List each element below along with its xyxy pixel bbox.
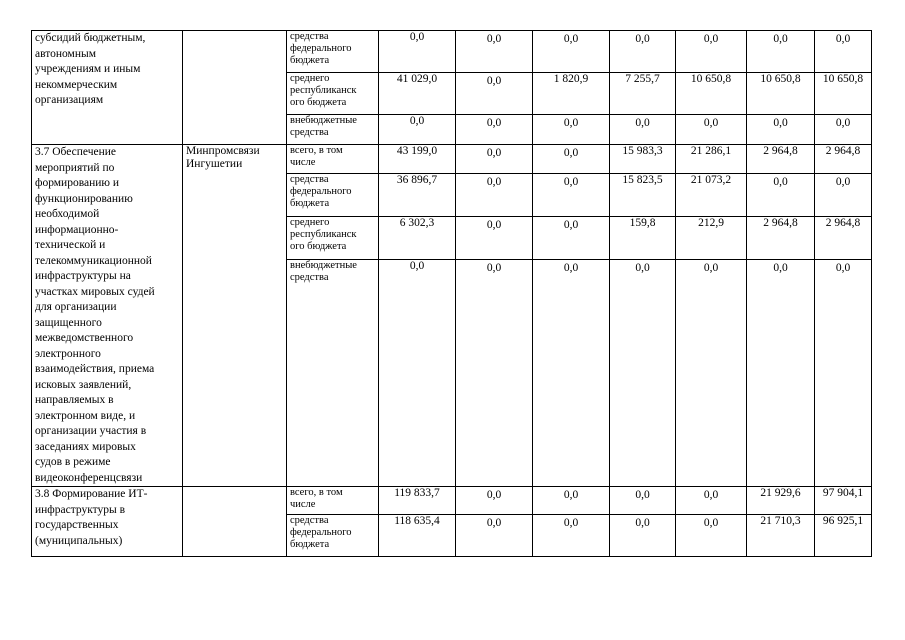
measure-name-line: инфраструктуры в (35, 503, 126, 516)
amount-cell: 21 286,1 (676, 145, 747, 174)
amount-cell: 0,0 (379, 115, 456, 145)
amount-cell: 0,0 (533, 173, 610, 216)
amount-cell: 0,0 (676, 115, 747, 145)
amount-cell: 7 255,7 (610, 73, 676, 115)
amount-cell: 0,0 (676, 31, 747, 73)
measure-name-line: 3.8 Формирование ИТ- (35, 488, 148, 500)
measure-name-line: 3.7 Обеспечение (35, 146, 117, 158)
amount-cell: 0,0 (815, 259, 872, 486)
amount-cell: 41 029,0 (379, 73, 456, 115)
measure-name-line: межведомственного (35, 332, 134, 344)
amount-cell: 0,0 (456, 31, 533, 73)
measure-name-line: судов в режиме (35, 456, 111, 468)
amount-cell: 0,0 (533, 31, 610, 73)
funding-source-line: средства (290, 31, 329, 42)
amount-cell: 0,0 (610, 259, 676, 486)
funding-source-line: ого бюджета (290, 240, 347, 252)
measure-name-line: необходимой (35, 208, 100, 220)
funding-source-cell (287, 216, 379, 259)
amount-cell: 21 929,6 (747, 487, 815, 515)
measure-name-line: формированию и (35, 177, 120, 189)
funding-source-line: федерального (290, 527, 352, 538)
measure-name-cell (32, 31, 183, 145)
measure-name-line: направляемых в (35, 394, 114, 406)
funding-source-line: республиканск (290, 228, 357, 240)
amount-cell: 21 073,2 (676, 173, 747, 216)
amount-cell: 15 983,3 (610, 145, 676, 174)
funding-source-line: бюджета (290, 55, 330, 66)
funding-source-line: бюджета (290, 197, 330, 209)
measure-name-line: исковых заявлений, (35, 378, 132, 391)
amount-cell: 10 650,8 (747, 73, 815, 115)
measure-name-line: для организации (35, 301, 117, 313)
amount-cell: 0,0 (379, 259, 456, 486)
measure-name-line: организации участия в (35, 425, 147, 437)
measure-name-line: электронного (35, 347, 101, 360)
measure-name-line: государственных (35, 519, 119, 531)
amount-cell: 0,0 (676, 487, 747, 515)
measure-name-line: некоммерческим (35, 78, 118, 91)
funding-source-line: всего, в том (290, 487, 343, 498)
funding-source-line: средства (290, 515, 329, 526)
measure-name-line: функционированию (35, 192, 133, 205)
measure-name-line: защищенного (35, 316, 102, 329)
measure-name-line: телекоммуникационной (35, 254, 152, 267)
table-row (32, 487, 872, 515)
amount-cell: 159,8 (610, 216, 676, 259)
measure-name-line: видеоконференцсвязи (35, 471, 143, 484)
amount-cell: 6 302,3 (379, 216, 456, 259)
funding-source-cell (287, 31, 379, 73)
funding-source-line: среднего (290, 73, 330, 84)
funding-source-line: всего, в том (290, 145, 343, 156)
funding-source-cell (287, 259, 379, 486)
funding-source-line: средства (290, 127, 329, 138)
amount-cell: 10 650,8 (815, 73, 872, 115)
amount-cell: 0,0 (456, 487, 533, 515)
funding-source-cell (287, 73, 379, 115)
measure-name-line: учреждениям и иным (35, 63, 141, 75)
amount-cell: 0,0 (456, 173, 533, 216)
amount-cell: 0,0 (747, 31, 815, 73)
funding-source-line: внебюджетные (290, 115, 357, 126)
funding-source-line: среднего (290, 216, 330, 228)
amount-cell: 2 964,8 (815, 145, 872, 174)
amount-cell: 96 925,1 (815, 515, 872, 557)
measure-name-line: взаимодействия, приема (35, 363, 155, 375)
funding-source-line: федерального (290, 185, 352, 197)
amount-cell: 0,0 (533, 515, 610, 557)
amount-cell: 0,0 (379, 31, 456, 73)
amount-cell: 0,0 (815, 31, 872, 73)
measure-name-line: электронном виде, и (35, 409, 136, 422)
amount-cell: 0,0 (456, 73, 533, 115)
amount-cell: 43 199,0 (379, 145, 456, 174)
funding-source-line: числе (290, 157, 316, 168)
amount-cell: 0,0 (815, 115, 872, 145)
table-row (32, 31, 872, 73)
measure-name-cell (32, 487, 183, 557)
amount-cell: 212,9 (676, 216, 747, 259)
table-body (32, 31, 872, 557)
measure-name-line: организациям (35, 94, 104, 106)
amount-cell: 0,0 (610, 115, 676, 145)
amount-cell: 2 964,8 (815, 216, 872, 259)
funding-source-line: внебюджетные (290, 259, 357, 271)
table-row (32, 145, 872, 174)
funding-source-cell (287, 487, 379, 515)
funding-source-cell (287, 145, 379, 174)
amount-cell: 119 833,7 (379, 487, 456, 515)
amount-cell: 0,0 (533, 259, 610, 486)
measure-name-line: мероприятий по (35, 161, 115, 174)
amount-cell: 0,0 (456, 115, 533, 145)
amount-cell: 0,0 (747, 173, 815, 216)
measure-name-line: автономным (35, 47, 96, 60)
amount-cell: 0,0 (815, 173, 872, 216)
amount-cell: 2 964,8 (747, 216, 815, 259)
executor-cell (183, 145, 287, 487)
funding-source-cell (287, 515, 379, 557)
funding-source-cell (287, 173, 379, 216)
executor-cell (183, 31, 287, 145)
funding-source-cell (287, 115, 379, 145)
executor-cell (183, 487, 287, 557)
amount-cell: 0,0 (456, 515, 533, 557)
amount-cell: 0,0 (676, 259, 747, 486)
amount-cell: 0,0 (610, 515, 676, 557)
funding-source-line: ого бюджета (290, 97, 347, 108)
measure-name-cell (32, 145, 183, 487)
measure-name-line: инфраструктуры на (35, 270, 131, 282)
measure-name-line: информационно- (35, 223, 119, 236)
funding-source-line: числе (290, 499, 316, 510)
amount-cell: 118 635,4 (379, 515, 456, 557)
amount-cell: 0,0 (610, 31, 676, 73)
amount-cell: 0,0 (747, 259, 815, 486)
amount-cell: 97 904,1 (815, 487, 872, 515)
amount-cell: 0,0 (610, 487, 676, 515)
funding-source-line: федерального (290, 43, 352, 54)
amount-cell: 0,0 (533, 145, 610, 174)
amount-cell: 0,0 (676, 515, 747, 557)
budget-table (31, 30, 872, 557)
measure-name-line: участках мировых судей (35, 285, 155, 298)
amount-cell: 15 823,5 (610, 173, 676, 216)
funding-source-line: бюджета (290, 539, 330, 550)
funding-source-line: средства (290, 173, 329, 185)
amount-cell: 0,0 (533, 216, 610, 259)
amount-cell: 0,0 (533, 115, 610, 145)
amount-cell: 2 964,8 (747, 145, 815, 174)
amount-cell: 0,0 (456, 259, 533, 486)
amount-cell: 0,0 (456, 145, 533, 174)
measure-name-line: (муниципальных) (35, 534, 123, 547)
measure-name-line: субсидий бюджетным, (35, 32, 146, 44)
executor-line: Ингушетии (186, 158, 243, 170)
amount-cell: 21 710,3 (747, 515, 815, 557)
amount-cell: 36 896,7 (379, 173, 456, 216)
funding-source-line: республиканск (290, 85, 357, 96)
amount-cell: 0,0 (456, 216, 533, 259)
executor-line: Минпромсвязи (186, 145, 260, 157)
amount-cell: 0,0 (533, 487, 610, 515)
amount-cell: 1 820,9 (533, 73, 610, 115)
measure-name-line: технической и (35, 239, 106, 251)
funding-source-line: средства (290, 271, 329, 283)
measure-name-line: заседаниях мировых (35, 440, 136, 453)
amount-cell: 0,0 (747, 115, 815, 145)
amount-cell: 10 650,8 (676, 73, 747, 115)
